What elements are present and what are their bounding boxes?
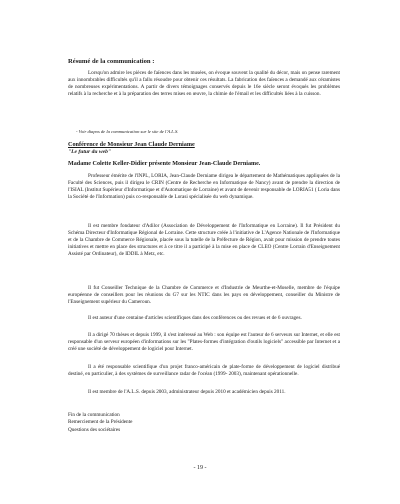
bio-paragraph: Il est auteur d'une centaine d'articles scientifiques dans des conférences ou des revues et de 6 ouvrages. [88,315,302,321]
resume-paragraph: Lorsqu'on admire les pièces de faïences dans les musées, on évoque souvent la qualité du décor, mais on pense rarement aux innombrables difficultés qu'il a fallu résoudre pour obtenir ces résultats. La fabrication des faïences a demandé aux céramistes de nombreuses expérimentations. A partir de divers témoignages conservés depuis le 16e siècle seront évoqués les problèmes relatifs à la recherche et à la préparation des terres mises en œuvre, la chimie de l'émail et les difficultés liées à la cuisson. [68,70,340,97]
closing-line: Fin de la communication [68,412,120,418]
page-number: - 19 - [193,465,207,471]
conference-title: Conférence de Monsieur Jean Claude Derniame [68,141,195,148]
closing-block [68,412,340,434]
resume-heading: Résumé de la communication : [68,58,155,65]
bio-paragraph: Il est membre de l'A.L.S. depuis 2003, administrateur depuis 2010 et académicien depuis 2011. [88,389,286,395]
bio-paragraph: Professeur émérite de l'INPL, LORIA, Jean-Claude Derniame dirigea le département de Mathématiques appliquées de la Faculté des Sciences, puis il dirigea le CRIN (Centre de Recherche en Informatique de Nancy) avant de prendre la direction de l'ISIAL (Institut Supérieur d'Informatique et d'Automatique de Lorraine) et avant de devenir responsable de LORIA51 ( Loria dans la Société de l'Information) puis co-responsable de Lorasi spécialisée du web dynamique. [68,173,340,200]
resume-note: - Voir diapos de la communication sur le site de l'A.L.S. [76,129,179,134]
bio-paragraph: Il est membre fondateur d'Adilor (Association de Développement de l'Informatique en Lorraine). Il fut Président du Schéma Directeur d'Informatique Régional de Lorraine. Cette structure créée à l'initiative de L'Agence Nationale de l'Informatique et de la Chambre de Commerce Régionale, placée sous la tutelle de la Préfecture de Région, avait pour mission de prendre toutes initiatives et mettre en place des structures et à ce titre il a participé à la mise en place de CLEO (Centre Lorrain d'Enseignement Assisté par Ordinateur), de IDDIL à Metz, etc. [68,223,340,257]
presentation-line: Madame Colette Keller-Didier présente Monsieur Jean-Claude Derniame. [68,161,261,167]
conference-subtitle: "Le futur du web" [68,149,112,155]
bio-paragraph: Il fut Conseiller Technique de la Chambre de Commerce et d'Industrie de Meurthe-et-Moselle, membre de l'équipe européenne de conseillers pour les réunions du G7 sur les NTIC dans les pays en développement, conseiller du Ministre de l'Enseignement supérieur du Cameroun. [68,285,340,305]
bio-paragraph: Il a été responsable scientifique d'un projet franco-américain de plate-forme de développement de logiciel distribué destiné, en particulier, à des systèmes de surveillance radar de l'océan (1999- 2003), maintenant opérationnelle. [68,364,340,377]
closing-line: Questions des sociétaires [68,426,121,433]
bio-paragraph: Il a dirigé 70 thèses et depuis 1999, il s'est intéressé au Web : son équipe est l'auteur de 6 serveurs sur Internet, et elle est responsable d'un serveur européen d'informations sur les "Plates-formes d'intégration d'outils logiciels" accessible par Internet et a créé une société de développement de logiciel pour Internet. [68,332,340,352]
closing-line: Remerciement de la Présidente [68,419,133,426]
